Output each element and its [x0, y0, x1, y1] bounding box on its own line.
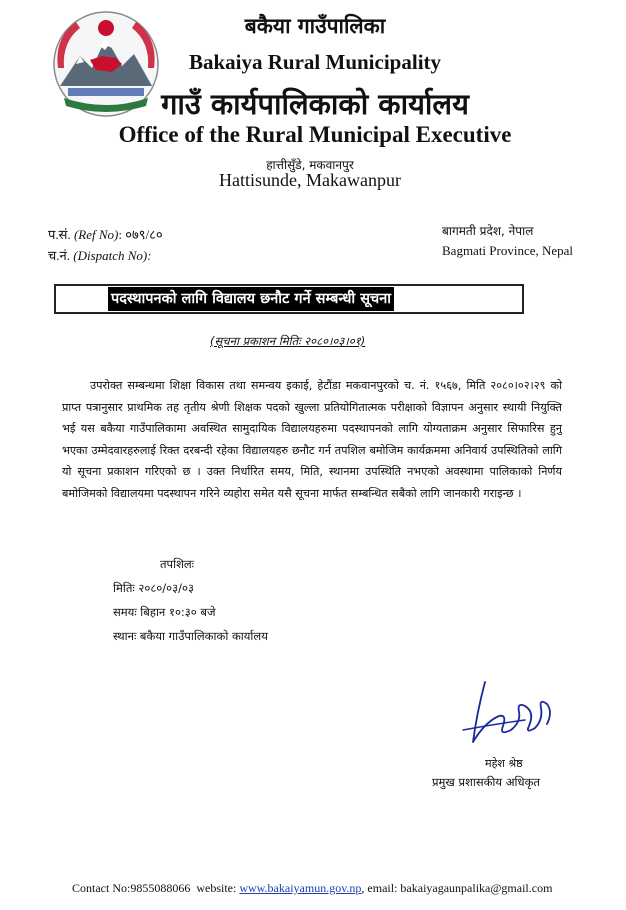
details-heading: तपशिलः [160, 557, 195, 571]
office-name-np: गाउँ कार्यपालिकाको कार्यालय [161, 87, 469, 121]
province-en: Bagmati Province, Nepal [442, 243, 574, 258]
email-label: , email: [361, 881, 398, 895]
detail-place: स्थानः बकैया गाउँपालिकाको कार्यालय [113, 629, 268, 643]
detail-time: समयः बिहान १०:३० बजे [113, 605, 216, 619]
ref-value: : ०७९/८० [118, 227, 163, 242]
ref-number [48, 225, 163, 243]
signatory-name: महेश श्रेष्ठ [485, 757, 523, 770]
ref-label-en: (Ref No) [73, 227, 119, 242]
dispatch-number [48, 246, 152, 264]
email-link[interactable]: bakaiyagaunpalika@gmail.com [400, 881, 553, 895]
website-label: website: [196, 881, 237, 895]
municipality-name-np: बकैया गाउँपालिका [244, 14, 386, 38]
notice-title: पदस्थापनको लागि विद्यालय छनौट गर्ने सम्बन्धी सूचना [108, 287, 394, 311]
municipality-name-en: Bakaiya Rural Municipality [188, 50, 442, 74]
dispatch-label-en: (Dispatch No): [73, 248, 152, 263]
address-en: Hattisunde, Makawanpur [219, 170, 401, 190]
dispatch-label-np: च.नं. [48, 248, 70, 263]
ref-label-np: प.सं. [48, 227, 71, 242]
website-link[interactable]: www.bakaiyamun.gov.np [239, 881, 362, 895]
signature-icon [455, 672, 565, 752]
contact-number: Contact No:9855088066 [72, 881, 191, 895]
footer-contact [72, 881, 552, 896]
detail-date: मितिः २०८०/०३/०३ [113, 581, 194, 595]
province-np: बागमती प्रदेश, नेपाल [442, 224, 534, 238]
address-np: हात्तीसुँडे, मकवानपुर [266, 158, 354, 172]
signatory-title: प्रमुख प्रशासकीय अधिकृत [432, 775, 540, 789]
notice-body: उपरोक्त सम्बन्धमा शिक्षा विकास तथा समन्वय इकाई, हेटौंडा मकवानपुरको च. नं. १५६७, मिति २०८०।०२।२९ को प्राप्त पत्रानुसार प्राथमिक तह तृतीय श्रेणी शिक्षक पदको खुल्ला प्रतियोगितात्मक परीक्षाको विज्ञापन अनुसार स्थायी नियुक्ति भई यस बकैया गाउँपालिकामा अवस्थित सामुदायिक विद्यालयहरुमा पदस्थापनको लागि योग्यताक्रम अनुसार सिफारिस हुनु भएका उम्मेदवारहरुलाई रिक्त दरबन्दी रहेका विद्यालयहरु छनौट गर्न तपशिल बमोजिम कार्यक्रममा अनिवार्य उपस्थितिको लागि यो सूचना प्रकाशन गरिएको छ । उक्त निर्धारित समय, मिति, स्थानमा उपस्थिति नभएको अवस्थामा पालिकाको निर्णय बमोजिमको विद्यालयमा पदस्थापन गरिने व्यहोरा समेत यसै सूचना मार्फत सम्बन्धित सबैको लागि जानकारी गराइन्छ । [62, 379, 562, 500]
office-name-en: Office of the Rural Municipal Executive [118, 122, 512, 147]
publish-date: (सूचना प्रकाशन मितिः २०८०।०३।०१) [210, 334, 366, 348]
